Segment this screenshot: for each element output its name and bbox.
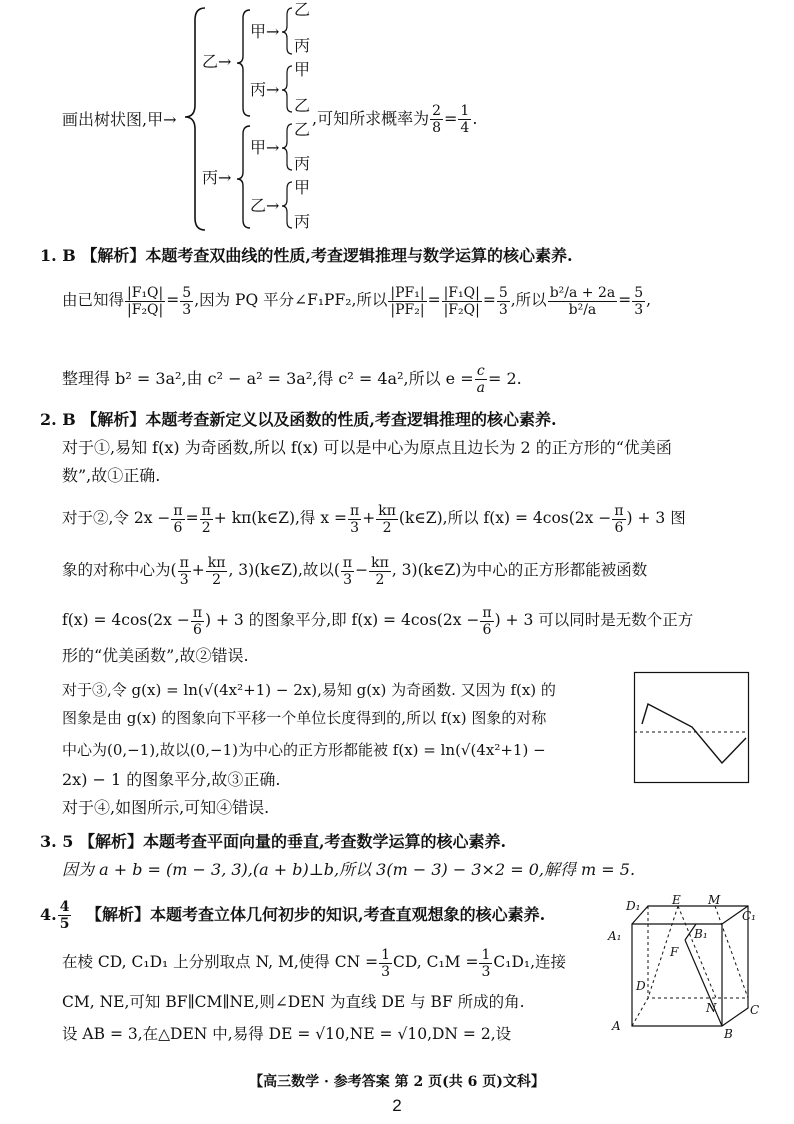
tree-leaf: 丙 <box>294 154 311 173</box>
cube-label: B <box>724 1027 733 1041</box>
tree-leaf: 乙 <box>294 96 311 115</box>
tree-leaf: 甲 <box>294 60 311 79</box>
q1-line2: 整理得 b² = 3a²,由 c² − a² = 3a²,得 c² = 4a²,所以 e = $\frac{c}{a}$ = 2. <box>62 363 522 396</box>
function-curve <box>642 704 746 763</box>
q2-p2a: 对于②,令 2x − $\frac{\pi}{6}$ = $\frac{\pi}{2}$ + kπ(k∈Z),得 x = $\frac{\pi}{3}$ + $\frac{k\pi}{2}$ (k∈Z),所以 f(x) = 4cos(2x − $\frac{\pi}{6}$ ) + 3 图 <box>62 502 686 536</box>
tree-sub-4: 乙→ <box>250 196 280 215</box>
tree-leaf: 甲 <box>294 178 311 197</box>
q2-p1a: 对于①,易知 f(x) 为奇函数,所以 f(x) 可以是中心为原点且边长为 2 的正方形的“优美函 <box>62 438 672 457</box>
cube-label: N <box>706 1001 717 1015</box>
cube-label: M <box>708 893 721 907</box>
tree-sub-3: 甲→ <box>250 138 280 157</box>
tree-intro: 画出树状图,甲→ <box>62 110 177 129</box>
q2-p2c: f(x) = 4cos(2x − $\frac{\pi}{6}$ ) + 3 的图象平分,即 f(x) = 4cos(2x − $\frac{\pi}{6}$ ) + 3 可以同时是无数个正方 <box>62 604 694 638</box>
q2-p4: 对于④,如图所示,可知④错误. <box>62 798 270 817</box>
q4-heading: 4. $\frac{4}{5}$ 【解析】本题考查立体几何初步的知识,考查直观想象的核心素养. <box>40 899 546 932</box>
tree-sub-2: 丙→ <box>250 80 280 99</box>
tree-conclusion: ,可知所求概率为 $\frac{2}{8}$ = $\frac{1}{4}$ . <box>312 103 478 136</box>
cube-label: A <box>612 1019 621 1033</box>
cube-lines <box>608 896 758 1036</box>
q1-line1: 由已知得 $\frac{\text{|F₁Q|}}{\text{|F₂Q|}}$ = $\frac{5}{3}$ ,因为 PQ 平分∠F₁PF₂,所以 $\frac{\text{|PF₁|}}{\text{|PF₂|}}$ = $\frac{\text{|F₁Q|}}{\text{|F₂Q|}}$ = $\frac{5}{3}$ ,所以 $\frac{\text{b²/a + 2a}}{\text{b²/a}}$ = $\frac{5}{3}$ , <box>62 284 652 318</box>
q4-line2: CM, NE,可知 BF∥CM∥NE,则∠DEN 为直线 DE 与 BF 所成的角. <box>62 993 525 1011</box>
q2-p3a: 对于③,令 g(x) = ln(√(4x²+1) − 2x),易知 g(x) 为奇函数. 又因为 f(x) 的 <box>62 681 556 699</box>
page-number: 2 <box>392 1096 402 1115</box>
q2-p2d: 形的“优美函数”,故②错误. <box>62 646 249 665</box>
q3-body: 因为 a + b = (m − 3, 3),(a + b)⊥b,所以 3(m − 3) − 3×2 = 0,解得 m = 5. <box>62 860 636 879</box>
cube-label: C <box>750 1003 760 1017</box>
cube-figure <box>608 893 760 1041</box>
fraction: $\frac{1}{4}$ <box>460 103 470 136</box>
tree-branch-2: 丙→ <box>202 168 232 187</box>
cube-label: E <box>672 893 681 907</box>
q3-heading: 3. 5 【解析】本题考查平面向量的垂直,考查数学运算的核心素养. <box>40 832 507 851</box>
q2-p3d: 2x) − 1 的图象平分,故③正确. <box>62 770 281 789</box>
cube-label: D <box>636 979 646 993</box>
q1-heading: 1. B 【解析】本题考查双曲线的性质,考查逻辑推理与数学运算的核心素养. <box>40 246 573 265</box>
tree-leaf: 丙 <box>294 36 311 55</box>
tree-branch-1: 乙→ <box>202 52 232 71</box>
fraction: $\frac{2}{8}$ <box>432 103 442 136</box>
q4-line3: 设 AB = 3,在△DEN 中,易得 DE = √10,NE = √10,DN = 2,设 <box>62 1025 512 1043</box>
tree-leaf: 乙 <box>294 120 311 139</box>
tree-leaf: 乙 <box>294 0 311 19</box>
cube-label: A₁ <box>608 929 622 943</box>
page-footer: 【高三数学 · 参考答案 第 2 页(共 6 页)文科】 <box>249 1074 545 1090</box>
cube-label: D₁ <box>626 899 641 913</box>
tree-leaf: 丙 <box>294 212 311 231</box>
q2-p3b: 图象是由 g(x) 的图象向下平移一个单位长度得到的,所以 f(x) 图象的对称 <box>62 709 547 727</box>
q2-p1b: 数”,故①正确. <box>62 466 161 485</box>
q2-p3c: 中心为(0,−1),故以(0,−1)为中心的正方形都能被 f(x) = ln(√(4x²+1) − <box>62 741 546 759</box>
tree-sub-1: 甲→ <box>250 22 280 41</box>
cube-label: B₁ <box>694 927 708 941</box>
q2-p2b: 象的对称中心为( $\frac{\pi}{3}$ + $\frac{k\pi}{2}$ , 3)(k∈Z),故以( $\frac{\pi}{3}$ − $\frac{k\pi}{2}$ , 3)(k∈Z)为中心的正方形都能被函数 <box>62 554 648 588</box>
cube-label: C₁ <box>742 909 756 923</box>
function-graph-figure <box>634 672 750 784</box>
q2-heading: 2. B 【解析】本题考查新定义以及函数的性质,考查逻辑推理的核心素养. <box>40 410 557 429</box>
q4-line1: 在棱 CD, C₁D₁ 上分别取点 N, M,使得 CN = $\frac{1}{3}$ CD, C₁M = $\frac{1}{3}$ C₁D₁,连接 <box>62 946 567 980</box>
cube-label: F <box>670 945 679 959</box>
